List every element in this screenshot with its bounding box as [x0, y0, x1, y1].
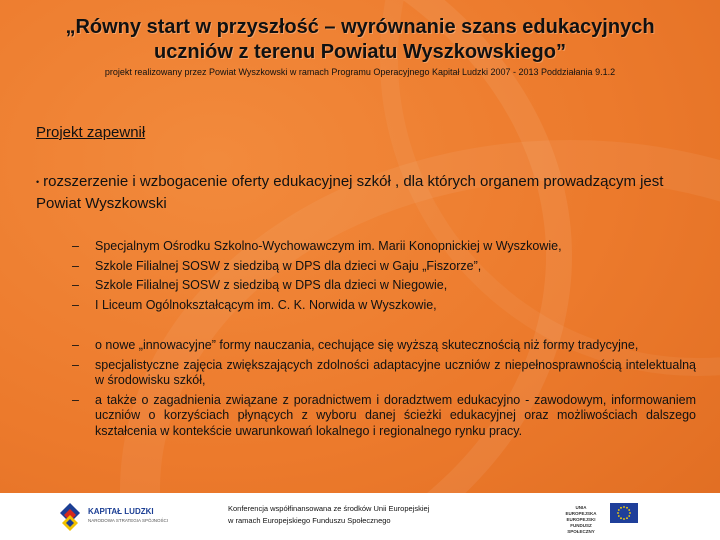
main-bullet	[36, 171, 696, 215]
schools-list	[72, 237, 696, 315]
list-item: – Szkole Filialnej SOSW z siedzibą w DPS dla dzieci w Gaju „Fiszorze”,	[72, 257, 696, 277]
offers-list	[72, 338, 696, 443]
dash-icon: –	[72, 338, 79, 352]
list-item: – a także o zagadnienia związane z poradnictwem i doradztwem edukacyjno - zawodowym, informowaniem uczniów o korzyściach płynących z wyboru danej ścieżki edukacyjnej oraz możliwościach dalszego kształcenia w kontekście uwarunkowań lokalnego i regionalnego rynku pracy.	[72, 392, 696, 438]
list-item: – o nowe „innowacyjne” formy nauczania, cechujące się wyższą skutecznością niż formy tradycyjne,	[72, 338, 639, 352]
eu-logo-text: UNIA EUROPEJSKA EUROPEJSKI FUNDUSZ SPOŁECZNY	[565, 505, 597, 534]
slide-subtitle: projekt realizowany przez Powiat Wyszkowski w ramach Programu Operacyjnego Kapitał Ludzki 2007 - 2013 Poddziałania 9.1.2	[104, 67, 616, 77]
dash-icon: –	[72, 278, 79, 292]
list-item: – specjalistyczne zajęcia zwiększających zdolności adaptacyjne uczniów z niepełnosprawnością intelektualną w środowisku szkół,	[72, 357, 696, 387]
dash-icon: –	[72, 357, 79, 372]
section-heading: Projekt zapewnił	[36, 124, 146, 141]
kapital-ludzki-logo	[58, 501, 168, 533]
footer-bar	[0, 493, 720, 540]
slide-title	[20, 15, 700, 65]
kapital-ludzki-title: KAPITAŁ LUDZKI	[88, 507, 154, 516]
list-item: – Specjalnym Ośrodku Szkolno-Wychowawczym im. Marii Konopnickiej w Wyszkowie,	[72, 237, 696, 257]
main-bullet-text: rozszerzenie i wzbogacenie oferty edukacyjnej szkół , dla których organem prowadzącym jest Powiat Wyszkowski	[36, 173, 664, 213]
dash-icon: –	[72, 258, 79, 273]
list-item: – I Liceum Ogólnokształcącym im. C. K. Norwida w Wyszkowie,	[72, 296, 696, 316]
footer-text-line-2: w ramach Europejskiego Funduszu Społecznego	[228, 516, 391, 525]
dash-icon: –	[72, 297, 79, 312]
footer-text	[228, 503, 429, 527]
title-line-2: uczniów z terenu Powiatu Wyszkowskiego”	[154, 41, 566, 63]
dash-icon: –	[72, 392, 79, 407]
footer-text-line-1: Konferencja współfinansowana ze środków Unii Europejskiej	[228, 504, 430, 513]
kapital-ludzki-subtitle: NARODOWA STRATEGIA SPÓJNOŚCI	[88, 518, 169, 523]
dash-icon: –	[72, 239, 79, 253]
bullet-dot-icon: •	[36, 177, 40, 188]
eu-logo	[562, 501, 642, 534]
title-line-1: „Równy start w przyszłość – wyrównanie szans edukacyjnych	[65, 16, 655, 38]
eu-flag-icon	[610, 503, 638, 523]
kapital-ludzki-emblem-icon	[58, 501, 82, 533]
list-item: – Szkole Filialnej SOSW z siedzibą w DPS dla dzieci w Niegowie,	[72, 276, 696, 296]
